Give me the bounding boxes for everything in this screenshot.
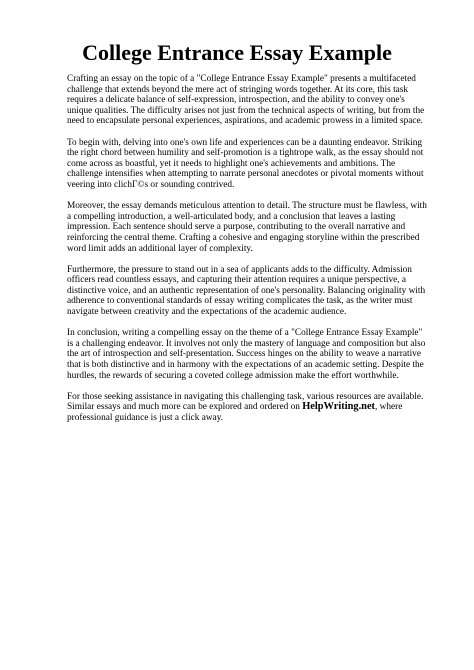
paragraph-line: unique qualities. The difficulty arises not just from the technical aspects of writing, but from the <box>67 105 425 116</box>
paragraph-4 <box>67 265 465 318</box>
paragraph-line: Crafting an essay on the topic of a "College Entrance Essay Example" presents a multifaceted <box>67 74 416 84</box>
paragraph-2 <box>67 138 465 191</box>
paragraph-line: Moreover, the essay demands meticulous attention to detail. The structure must be flawless, with <box>67 201 427 212</box>
paragraph-5 <box>67 328 465 381</box>
closing-paragraph <box>67 392 465 424</box>
paragraph-line: the right chord between humility and self-promotion is a tightrope walk, as the essay should not <box>67 148 424 159</box>
paragraph-line: word limit adds an additional layer of complexity. <box>67 243 253 254</box>
paragraph-line: the art of introspection and self-presentation. Success hinges on the ability to weave a narrative <box>67 349 421 360</box>
paragraph-line: impression. Each sentence should serve a purpose, contributing to the overall narrative and <box>67 222 406 233</box>
closing-line: For those seeking assistance in navigating this challenging task, various resources are available. <box>67 391 424 402</box>
paragraph-line: hurdles, the rewards of securing a coveted college admission make the effort worthwhile. <box>67 370 399 381</box>
document-body <box>67 74 465 434</box>
paragraph-line: adherence to conventional standards of essay writing complicates the task, as the writer must <box>67 296 413 307</box>
paragraph-line: officers read countless essays, and capturing their attention requires a unique perspective, a <box>67 275 407 286</box>
paragraph-line: distinctive voice, and an authentic representation of one's personality. Balancing originality with <box>67 285 426 296</box>
paragraph-line: veering into clichГ©s or sounding contrived. <box>67 179 235 190</box>
paragraph-line: reinforcing the central theme. Crafting a cohesive and engaging storyline within the prescribed <box>67 232 420 243</box>
paragraph-line: In conclusion, writing a compelling essay on the theme of a "College Entrance Essay Example" <box>67 328 423 339</box>
closing-text: , where <box>375 402 403 413</box>
paragraph-line: navigate between creativity and the expectations of the academic audience. <box>67 307 347 318</box>
paragraph-line: that is both distinctive and in harmony with the expectations of an academic setting. Despite the <box>67 360 424 371</box>
paragraph-line: a compelling introduction, a well-articulated body, and a conclusion that leaves a lasting <box>67 211 396 222</box>
paragraph-1 <box>67 74 465 127</box>
helpwriting-link[interactable]: HelpWriting.net <box>302 401 376 413</box>
paragraph-line: need to encapsulate personal experiences, aspirations, and academic prowess in a limited space. <box>67 116 423 127</box>
closing-line: professional guidance is just a click away. <box>67 413 224 423</box>
closing-line-with-link <box>67 402 465 413</box>
closing-text: Similar essays and much more can be explored and ordered on <box>67 402 303 413</box>
paragraph-line: come across as boastful, yet it needs to highlight one's achievements and ambitions. The <box>67 158 396 169</box>
paragraph-line: requires a delicate balance of self-expression, introspection, and the ability to convey one's <box>67 95 405 106</box>
paragraph-line: is a challenging endeavor. It involves not only the mastery of language and composition but also <box>67 338 426 349</box>
paragraph-3 <box>67 201 465 254</box>
paragraph-line: To begin with, delving into one's own life and experiences can be a daunting endeavor. Striking <box>67 137 422 148</box>
document-title: College Entrance Essay Example <box>82 40 392 65</box>
paragraph-line: challenge that extends beyond the mere act of stringing words together. At its core, this task <box>67 84 409 95</box>
paragraph-line: challenge intensifies when attempting to narrate personal anecdotes or pivotal moments without <box>67 169 424 180</box>
paragraph-line: Furthermore, the pressure to stand out in a sea of applicants adds to the difficulty. Admission <box>67 264 412 275</box>
